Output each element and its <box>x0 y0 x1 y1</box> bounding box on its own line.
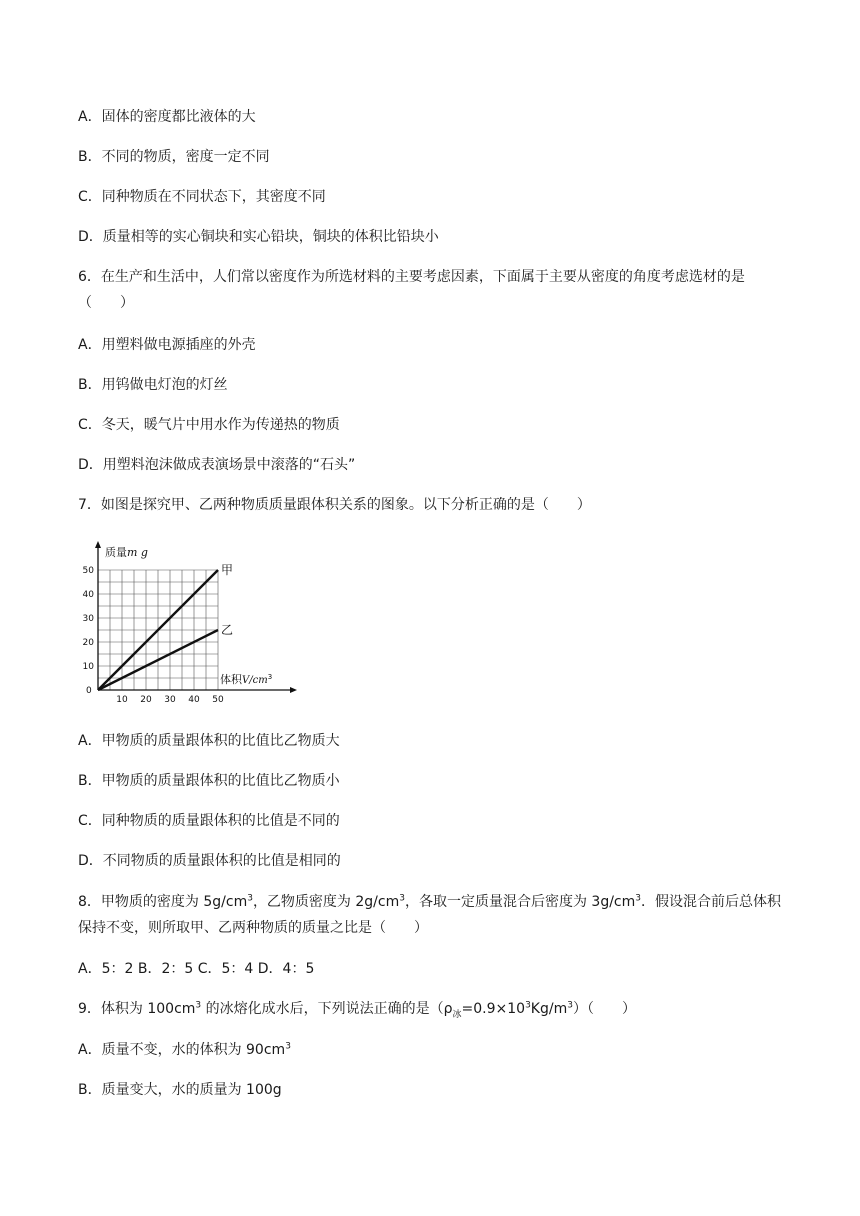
q7-option-b: B．甲物质的质量跟体积的比值比乙物质小 <box>78 773 340 789</box>
q6-stem: 6．在生产和生活中，人们常以密度作为所选材料的主要考虑因素，下面属于主要从密度的角度考虑选材的是（ ） <box>78 269 745 311</box>
q5-option-a: A．固体的密度都比液体的大 <box>78 109 256 125</box>
series-label-jia: 甲 <box>221 563 234 577</box>
graph-axes <box>95 541 297 693</box>
y-tick-label: 10 <box>82 662 94 672</box>
y-tick-label: 20 <box>82 638 94 648</box>
x-axis-label: 体积$V/cm^3$ <box>220 673 273 686</box>
x-tick-label: 20 <box>140 695 152 705</box>
x-tick-label: 50 <box>212 695 224 705</box>
q6-option-c: C．冬天，暖气片中用水作为传递热的物质 <box>78 417 340 433</box>
q7-option-d: D．不同物质的质量跟体积的比值是相同的 <box>78 853 341 869</box>
y-tick-label: 40 <box>82 590 94 600</box>
q9-option-b: B．质量变大，水的质量为 100g <box>78 1082 282 1098</box>
q6-option-d: D．用塑料泡沫做成表演场景中滚落的“石头” <box>78 457 356 473</box>
q6-option-a: A．用塑料做电源插座的外壳 <box>78 337 256 353</box>
x-tick-label: 30 <box>164 695 176 705</box>
x-tick-label: 10 <box>116 695 128 705</box>
y-tick-label: 30 <box>82 614 94 624</box>
q8-options: A．5：2 B．2：5 C．5：4 D．4：5 <box>78 961 315 977</box>
q6-option-b: B．用钨做电灯泡的灯丝 <box>78 377 228 393</box>
y-axis-label: 质量m g <box>105 546 148 559</box>
y-tick-label: 50 <box>82 566 94 576</box>
q7-option-c: C．同种物质的质量跟体积的比值是不同的 <box>78 813 340 829</box>
series-label-yi: 乙 <box>221 623 234 637</box>
q7-stem: 7．如图是探究甲、乙两种物质质量跟体积关系的图象。以下分析正确的是（ ） <box>78 497 591 513</box>
q9-option-a: A．质量不变，水的体积为 $90cm^3$ <box>78 1041 291 1058</box>
q8-stem: 8．甲物质的密度为 $5g/cm^3$，乙物质密度为 $2g/cm^3$，各取一定质量混合后密度为 $3g/cm^3$．假设混合前后总体积保持不变，则所取甲、乙两种物质的质量之比是（ ） <box>78 893 781 936</box>
q5-option-d: D．质量相等的实心铜块和实心铅块，铜块的体积比铅块小 <box>78 229 439 245</box>
q9-stem: 9．体积为 $100cm^3$ 的冰熔化成水后，下列说法正确的是$(\rho_冰=0.9\times 10^3Kg/m^3)$（ ） <box>78 1000 636 1020</box>
mass-volume-graph <box>78 540 298 710</box>
q7-option-a: A．甲物质的质量跟体积的比值比乙物质大 <box>78 733 340 749</box>
q5-option-c: C．同种物质在不同状态下，其密度不同 <box>78 189 326 205</box>
origin-label: 0 <box>86 686 92 696</box>
x-tick-label: 40 <box>188 695 200 705</box>
q5-option-b: B．不同的物质，密度一定不同 <box>78 149 270 165</box>
